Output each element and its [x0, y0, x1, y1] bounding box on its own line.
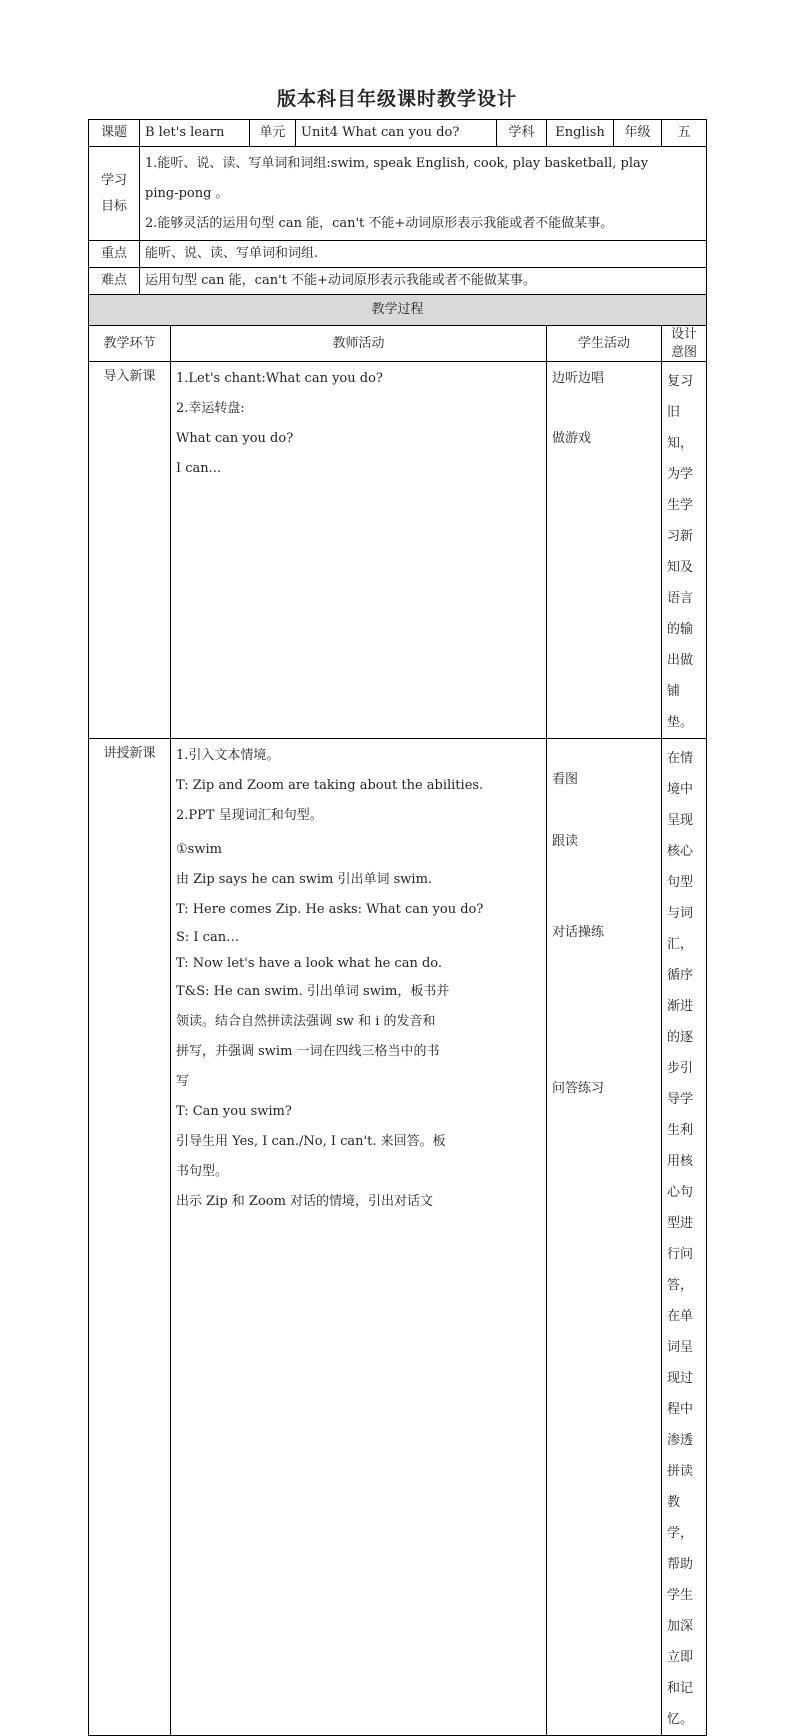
teacher-line: 1.引入文本情境。: [176, 748, 280, 764]
teacher-line: 领读。结合自然拼读法强调 sw 和 i 的发音和: [176, 1014, 436, 1030]
teacher-line: S: I can…: [176, 930, 240, 946]
teacher-cell: [171, 362, 547, 739]
key-point-row: [89, 241, 707, 268]
teacher-line: T: Now let's have a look what he can do.: [176, 956, 443, 972]
teacher-line: T: Zip and Zoom are taking about the abilities.: [176, 778, 484, 794]
teacher-line: 写: [176, 1074, 190, 1090]
stage-cell: 讲授新课: [89, 739, 171, 1736]
teacher-line: T: Can you swim?: [176, 1104, 292, 1120]
teacher-cell: [171, 739, 547, 1736]
difficulty-row: [89, 268, 707, 295]
difficulty-value: 运用句型 can 能，can't 不能+动词原形表示我能或者不能做某事。: [140, 268, 707, 295]
column-header-teacher: 教师活动: [171, 326, 547, 362]
student-line: 对话操练: [552, 925, 605, 941]
column-header-row: [89, 326, 707, 362]
lesson-plan-table: [88, 119, 707, 1736]
teacher-line: 2.幸运转盘:: [176, 401, 245, 417]
intent-cell: 复习旧知，为学生学习新知及语言的输出做铺垫。: [662, 362, 707, 739]
topic-label: 课题: [89, 120, 140, 147]
teacher-line: 由 Zip says he can swim 引出单词 swim.: [176, 872, 433, 888]
table-row: [89, 739, 707, 1736]
teacher-line: I can...: [176, 461, 222, 477]
goals-content: [140, 147, 707, 241]
header-row: [89, 120, 707, 147]
teacher-line: T&S: He can swim. 引出单词 swim，板书并: [176, 984, 450, 1000]
goals-label: 学习目标: [89, 147, 140, 241]
intent-cell: 在情境中呈现核心句型与词汇，循序渐进的逐步引导学生利用核心句型进行问答，在单词呈现过程中渗透拼读教学，帮助学生加深立即和记忆。: [662, 739, 707, 1736]
goal-line: 2.能够灵活的运用句型 can 能，can't 不能+动词原形表示我能或者不能做某事。: [145, 215, 614, 231]
teacher-line: 引导生用 Yes, I can./No, I can't. 来回答。板: [176, 1134, 446, 1150]
teacher-line: 出示 Zip 和 Zoom 对话的情境，引出对话文: [176, 1194, 434, 1210]
column-header-stage: 教学环节: [89, 326, 171, 362]
stage-cell: 导入新课: [89, 362, 171, 739]
student-line: 跟读: [552, 833, 579, 849]
student-cell: [547, 362, 662, 739]
goal-line: 1.能听、说、读、写单词和词组:swim, speak English, cook, play basketball, play: [145, 155, 649, 171]
subject-label: 学科: [497, 120, 547, 147]
teacher-line: T: Here comes Zip. He asks: What can you do?: [176, 902, 484, 918]
student-line: 看图: [552, 772, 579, 788]
student-line: 问答练习: [552, 1080, 605, 1096]
topic-value: B let's learn: [140, 120, 250, 147]
grade-label: 年级: [614, 120, 662, 147]
grade-value: 五: [662, 120, 707, 147]
key-point-label: 重点: [89, 241, 140, 268]
teacher-line: 拼写，并强调 swim 一词在四线三格当中的书: [176, 1044, 440, 1060]
student-cell: [547, 739, 662, 1736]
page-title: 版本科目年级课时教学设计: [276, 88, 517, 110]
process-header-row: [89, 295, 707, 326]
subject-value: English: [547, 120, 614, 147]
key-point-value: 能听、说、读、写单词和词组.: [140, 241, 707, 268]
column-header-student: 学生活动: [547, 326, 662, 362]
student-line: 做游戏: [552, 431, 592, 447]
unit-label: 单元: [250, 120, 296, 147]
teacher-line: What can you do?: [176, 431, 294, 447]
teacher-line: 书句型。: [176, 1164, 229, 1180]
teacher-line: 1.Let's chant:What can you do?: [176, 371, 383, 387]
table-row: [89, 362, 707, 739]
process-header: 教学过程: [89, 295, 707, 326]
unit-value: Unit4 What can you do?: [296, 120, 497, 147]
student-line: [552, 394, 656, 424]
student-line: 边听边唱: [552, 371, 605, 387]
teacher-line: 2.PPT 呈现词汇和句型。: [176, 808, 323, 824]
goals-row: [89, 147, 707, 241]
teacher-line: ①swim: [176, 842, 222, 858]
column-header-intent: 设计意图: [662, 326, 707, 362]
difficulty-label: 难点: [89, 268, 140, 295]
goal-line: ping-pong 。: [145, 185, 229, 201]
